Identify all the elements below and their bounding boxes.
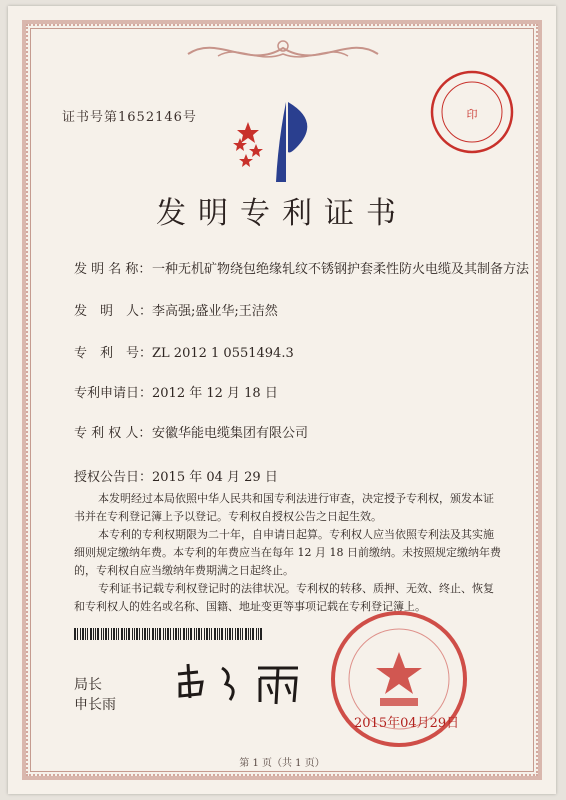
field-value: 2015 年 04 月 29 日: [152, 470, 278, 485]
patent-office-logo: [226, 92, 336, 188]
body-paragraph: 本发明经过本局依照中华人民共和国专利法进行审查，决定授予专利权，颁发本证书并在专利登记簿上予以登记。专利权自授权公告之日起生效。: [74, 492, 494, 523]
certificate-body: [74, 490, 504, 616]
top-ornament: [178, 34, 388, 70]
field-value: 一种无机矿物绕包绝缘轧纹不锈钢护套柔性防火电缆及其制备方法: [152, 262, 530, 277]
field-label: 发 明 名 称：: [74, 262, 152, 277]
field-patent-number: [74, 342, 294, 361]
signer-title: 局长: [74, 677, 102, 693]
page-number: 第 1 页（共 1 页）: [239, 758, 325, 769]
field-value: 安徽华能电缆集团有限公司: [152, 426, 309, 441]
certificate-number: 证书号第1652146号: [62, 110, 197, 125]
body-paragraph: 本专利的专利权期限为二十年，自申请日起算。专利权人应当依照专利法及其实施细则规定缴纳年费。本专利的年费应当在每年 12 月 18 日前缴纳。未按照规定缴纳年费的，专利权自应当缴纳年费期满之日起终止。: [74, 528, 501, 577]
certificate-page: [8, 6, 556, 794]
field-label: 专 利 号：: [74, 346, 153, 361]
body-paragraph: 专利证书记载专利权登记时的法律状况。专利权的转移、质押、无效、终止、恢复和专利权人的姓名或名称、国籍、地址变更等事项记载在专利登记簿上。: [74, 582, 494, 613]
agency-stamp: [422, 62, 522, 162]
svg-text:印: 印: [466, 108, 478, 121]
field-label: 专 利 权 人：: [74, 426, 152, 441]
field-invention-name: [74, 258, 529, 277]
seal-date: 2015年04月29日: [354, 716, 460, 731]
field-value: ZL 2012 1 0551494.3: [152, 346, 294, 361]
signer-name: 申长雨: [74, 697, 116, 713]
barcode: [74, 628, 264, 640]
field-grant-date: [74, 466, 278, 485]
official-seal: [324, 604, 474, 754]
handwritten-signature: [168, 654, 318, 710]
certificate-title: 发明专利证书: [156, 196, 408, 231]
field-label: 授权公告日：: [74, 470, 153, 485]
field-label: 专利申请日：: [74, 386, 153, 401]
field-inventor: [74, 300, 278, 319]
field-value: 2012 年 12 月 18 日: [152, 386, 278, 401]
field-patentee: [74, 422, 308, 441]
field-application-date: [74, 382, 278, 401]
field-value: 李高强;盛业华;王洁然: [152, 304, 278, 319]
field-label: 发 明 人：: [74, 304, 153, 319]
